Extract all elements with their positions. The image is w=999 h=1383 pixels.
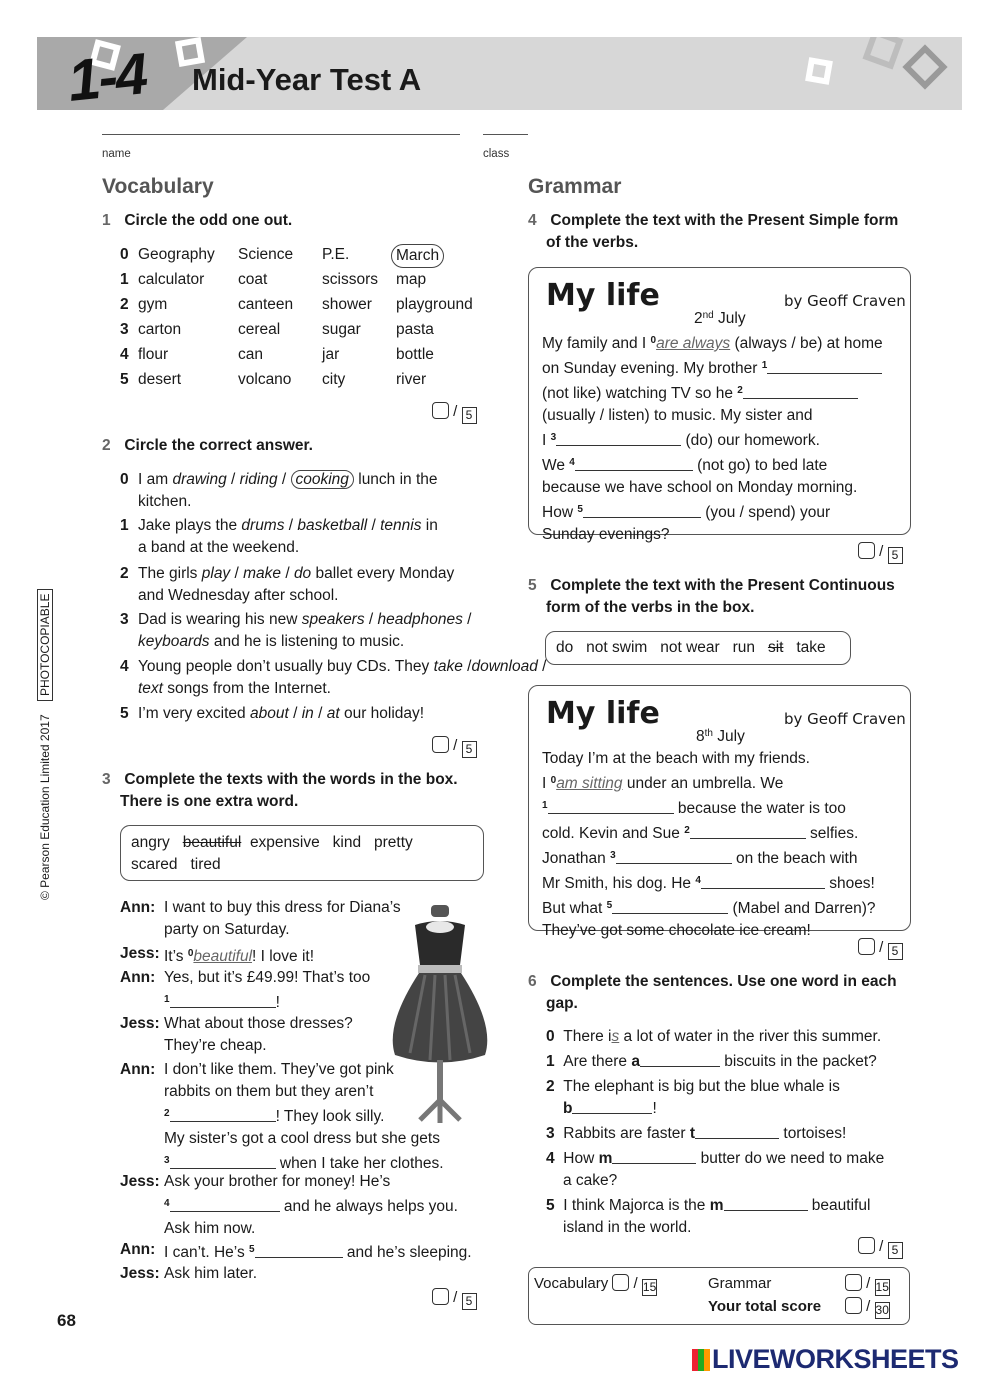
ex1-row-number: 2 xyxy=(120,296,129,313)
ex4-date: 2nd July xyxy=(694,310,746,327)
ex1-word[interactable]: shower xyxy=(322,296,372,313)
ex1-word[interactable]: P.E. xyxy=(322,246,350,263)
ex2-option[interactable]: drums xyxy=(241,517,285,534)
ex4-text: My family and I $^0$are always (always / be) at home on Sunday evening. My brother $^1$ (not like) watching TV so he $^2$ (usually / listen) to music. My sister and I $^3$ (do) our homework. We $^4$ (not go) to bed late because we have school on Monday morning. How $^5$ (you / spend) your Sunday evenings? xyxy=(542,335,883,543)
ex3-instruction: 3 Complete the texts with the words in the box. There is one extra word. xyxy=(102,771,458,810)
ex1-word[interactable]: playground xyxy=(396,296,473,313)
ex4-score[interactable]: / 5 xyxy=(858,542,903,564)
ex5-gap-4[interactable] xyxy=(701,873,825,889)
ex2-option[interactable]: about xyxy=(249,705,289,722)
ex3-word-box: angry beautiful expensive kind pretty scared tired xyxy=(120,825,484,881)
ex6-gap-1[interactable] xyxy=(640,1051,720,1067)
ex6-gap-5[interactable] xyxy=(724,1195,808,1211)
ex1-word[interactable]: Science xyxy=(238,246,294,263)
ex2-option[interactable]: speakers xyxy=(301,611,365,628)
ex1-row-number: 3 xyxy=(120,321,129,338)
ex2-option[interactable]: play xyxy=(201,565,231,582)
ex2-option[interactable]: take xyxy=(433,658,463,675)
ex5-score[interactable]: / 5 xyxy=(858,938,903,960)
ex2-option[interactable]: basketball xyxy=(297,517,368,534)
ex4-gap-1[interactable] xyxy=(767,358,882,374)
ex1-word[interactable]: volcano xyxy=(238,371,292,388)
ex2-item: 0 I am drawing / riding / cooking lunch in the kitchen. xyxy=(120,471,438,510)
ex6-gap-4[interactable] xyxy=(612,1148,696,1164)
name-label: name xyxy=(102,148,131,160)
ex1-word[interactable]: bottle xyxy=(396,346,434,363)
class-line[interactable] xyxy=(483,134,528,135)
header-banner xyxy=(37,37,962,110)
ex2-option[interactable]: do xyxy=(293,565,312,582)
total-score-label: Your total score xyxy=(708,1298,822,1315)
liveworksheets-logo: LIVEWORKSHEETS xyxy=(692,1344,959,1375)
ex1-word[interactable]: desert xyxy=(138,371,182,388)
ex1-word[interactable]: gym xyxy=(138,296,168,313)
ex1-word[interactable]: Geography xyxy=(138,246,215,263)
ex1-word[interactable]: city xyxy=(322,371,346,388)
ex1-word[interactable]: coat xyxy=(238,271,268,288)
vocab-total[interactable]: Vocabulary / 15 xyxy=(534,1275,657,1294)
ex6-score[interactable]: / 5 xyxy=(858,1237,903,1259)
ex2-item: 4 Young people don’t usually buy CDs. They take /download / text songs from the Internet. xyxy=(120,658,547,697)
ex3-gap-5[interactable] xyxy=(255,1242,343,1258)
ex4-gap-2[interactable] xyxy=(743,383,858,399)
side-copyright: © Pearson Education Limited 2017 PHOTOCOPIABLE xyxy=(38,589,52,900)
total-score[interactable]: / 30 xyxy=(845,1297,890,1319)
ex2-item: 5 I’m very excited about / in / at our holiday! xyxy=(120,705,425,722)
ex1-row-number: 0 xyxy=(120,246,129,263)
ex2-option[interactable]: make xyxy=(243,565,282,582)
ex1-score[interactable]: / 5 xyxy=(432,402,477,424)
ex1-word[interactable]: canteen xyxy=(238,296,294,313)
ex2-option[interactable]: riding xyxy=(239,471,278,488)
ex6-gap-3[interactable] xyxy=(695,1123,779,1139)
ex5-gap-1[interactable] xyxy=(548,798,674,814)
grammar-total[interactable]: / 15 xyxy=(845,1274,890,1296)
ex1-word[interactable]: can xyxy=(238,346,263,363)
ex1-word[interactable]: sugar xyxy=(322,321,361,338)
ex4-gap-3[interactable] xyxy=(556,430,681,446)
ex5-title: My life xyxy=(546,696,660,731)
unit-number: 1-4 xyxy=(64,41,150,114)
ex1-instruction: 1 Circle the odd one out. xyxy=(102,212,293,229)
ex2-score[interactable]: / 5 xyxy=(432,736,477,758)
ex3-gap-4[interactable] xyxy=(170,1196,280,1212)
page-number: 68 xyxy=(57,1311,76,1330)
ex2-item: 2 The girls play / make / do ballet every Monday and Wednesday after school. xyxy=(120,565,455,604)
ex2-option[interactable]: in xyxy=(301,705,314,722)
ex1-word[interactable]: calculator xyxy=(138,271,205,288)
ex4-gap-5[interactable] xyxy=(583,502,701,518)
ex2-item: 3 Dad is wearing his new speakers / headphones / keyboards and he is listening to music. xyxy=(120,611,472,650)
ex1-word[interactable]: scissors xyxy=(322,271,378,288)
ex1-word[interactable]: March xyxy=(391,244,444,268)
ex2-instruction: 2 Circle the correct answer. xyxy=(102,437,313,454)
ex2-option[interactable]: tennis xyxy=(380,517,422,534)
ex2-option[interactable]: keyboards xyxy=(138,633,210,650)
ex4-title: My life xyxy=(546,278,660,313)
ex1-word[interactable]: carton xyxy=(138,321,182,338)
ex1-word[interactable]: jar xyxy=(322,346,340,363)
ex3-score[interactable]: / 5 xyxy=(432,1288,477,1310)
ex6-gap-2[interactable] xyxy=(572,1098,652,1114)
dress-mannequin-illustration xyxy=(385,905,495,1130)
ex1-row-number: 5 xyxy=(120,371,129,388)
ex1-row-number: 1 xyxy=(120,271,129,288)
ex5-word-box: do not swim not wear run sit take xyxy=(545,631,851,665)
ex3-gap-3[interactable] xyxy=(170,1153,276,1169)
ex1-word[interactable]: pasta xyxy=(396,321,434,338)
ex1-word[interactable]: flour xyxy=(138,346,169,363)
ex5-gap-2[interactable] xyxy=(690,823,806,839)
ex2-option[interactable]: headphones xyxy=(377,611,463,628)
class-label: class xyxy=(483,148,510,160)
ex6-instruction: 6 Complete the sentences. Use one word in each gap. xyxy=(528,973,897,1012)
grammar-total-label: Grammar xyxy=(708,1275,772,1292)
name-line[interactable] xyxy=(102,134,460,135)
ex4-gap-4[interactable] xyxy=(575,455,693,471)
ex5-date: 8th July xyxy=(696,728,745,745)
vocabulary-heading: Vocabulary xyxy=(102,175,214,198)
ex5-gap-3[interactable] xyxy=(616,848,732,864)
ex1-word[interactable]: map xyxy=(396,271,427,288)
grammar-heading: Grammar xyxy=(528,175,622,198)
ex2-item: 1 Jake plays the drums / basketball / tennis in a band at the weekend. xyxy=(120,517,438,556)
ex5-text: Today I’m at the beach with my friends. I $^0$am sitting under an umbrella. We $^1$ because the water is too cold. Kevin and Sue $^2$ selfies. Jonathan $^3$ on the beach with Mr Smith, his dog. He $^4$ shoes! But what $^5$ (Mabel and Darren)? They’ve got some chocolate ice cream! xyxy=(542,750,876,939)
ex5-gap-5[interactable] xyxy=(612,898,728,914)
ex2-option[interactable]: cooking xyxy=(291,470,354,489)
ex3-dialog: Ann: I want to buy this dress for Diana’s party on Saturday. Jess: It’s $^0$beautiful! I love it! Ann: Yes, but it’s £49.99! That’s too $^1$ ! Jess: What about those dresses? They’re cheap. Ann: I don’t like them. They’ve got pink rabbits on them but they aren’t $^2$ ! They look silly. My sister’s got a cool dress but she gets $^3$ when I take her clothes. Jess: Ask your brother for money! He’s $^4$ and he always helps you. Ask him now. Ann: I can’t. He’s $^5$ and he’s sleeping. Jess: Ask him later. xyxy=(120,899,472,1282)
ex2-option[interactable]: drawing xyxy=(172,471,227,488)
ex3-gap-2[interactable] xyxy=(170,1106,276,1122)
ex1-word[interactable]: cereal xyxy=(238,321,281,338)
ex6-list: 0 There is a lot of water in the river this summer. 1 Are there a biscuits in the packet? 2 The elephant is big but the blue whale is b ! 3 Rabbits are faster t tortoises! 4 How m butter do we need to make a cake? 5 I think Majorca is the m beautiful island in the world. xyxy=(546,1028,885,1236)
ex1-row-number: 4 xyxy=(120,346,129,363)
ex2-option[interactable]: at xyxy=(326,705,340,722)
ex5-instruction: 5 Complete the text with the Present Continuous form of the verbs in the box. xyxy=(528,577,895,616)
ex3-gap-1[interactable] xyxy=(170,992,276,1008)
ex2-option[interactable]: download xyxy=(471,658,538,675)
page-title: Mid-Year Test A xyxy=(192,62,422,97)
ex1-word[interactable]: river xyxy=(396,371,427,388)
ex5-byline: by Geoff Craven xyxy=(784,710,906,728)
ex2-option[interactable]: text xyxy=(138,680,163,697)
ex4-instruction: 4 Complete the text with the Present Simple form of the verbs. xyxy=(528,212,899,251)
ex4-byline: by Geoff Craven xyxy=(784,292,906,310)
